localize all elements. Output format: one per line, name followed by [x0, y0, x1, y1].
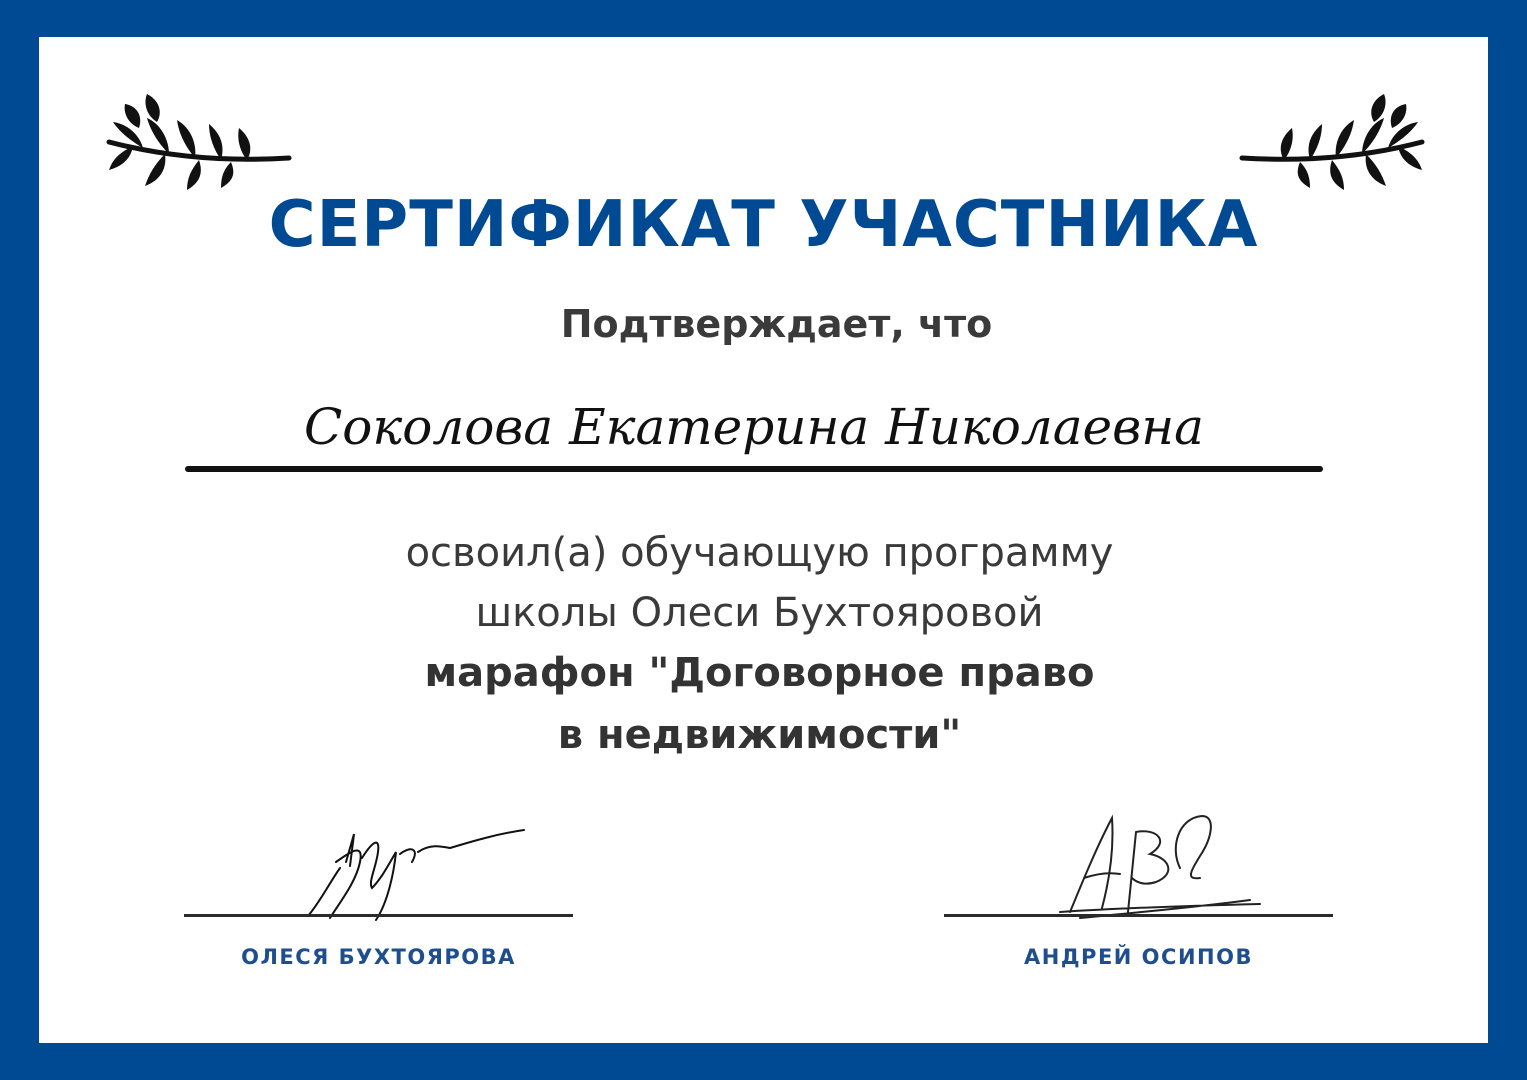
- signature-line-left: [184, 914, 573, 917]
- body-text-line-1: освоил(а) обучающую программу: [405, 530, 1114, 576]
- confirms-text: Подтверждает, что: [560, 302, 993, 346]
- certificate-title: СЕРТИФИКАТ УЧАСТНИКА: [268, 188, 1259, 262]
- laurel-left-icon: [103, 82, 293, 194]
- recipient-underline: [185, 466, 1323, 472]
- recipient-name: Соколова Екатерина Николаевна: [304, 398, 1204, 456]
- laurel-right-icon: [1238, 82, 1428, 194]
- program-title-line-2: в недвижимости": [557, 712, 962, 758]
- signature-left: [300, 822, 530, 922]
- program-title-line-1: марафон "Договорное право: [424, 650, 1095, 696]
- signer-name-left: ОЛЕСЯ БУХТОЯРОВА: [241, 945, 516, 969]
- signer-name-right: АНДРЕЙ ОСИПОВ: [1024, 945, 1253, 969]
- signature-right: [1040, 808, 1270, 920]
- signature-line-right: [944, 914, 1333, 917]
- body-text-line-2: школы Олеси Бухтояровой: [475, 590, 1044, 636]
